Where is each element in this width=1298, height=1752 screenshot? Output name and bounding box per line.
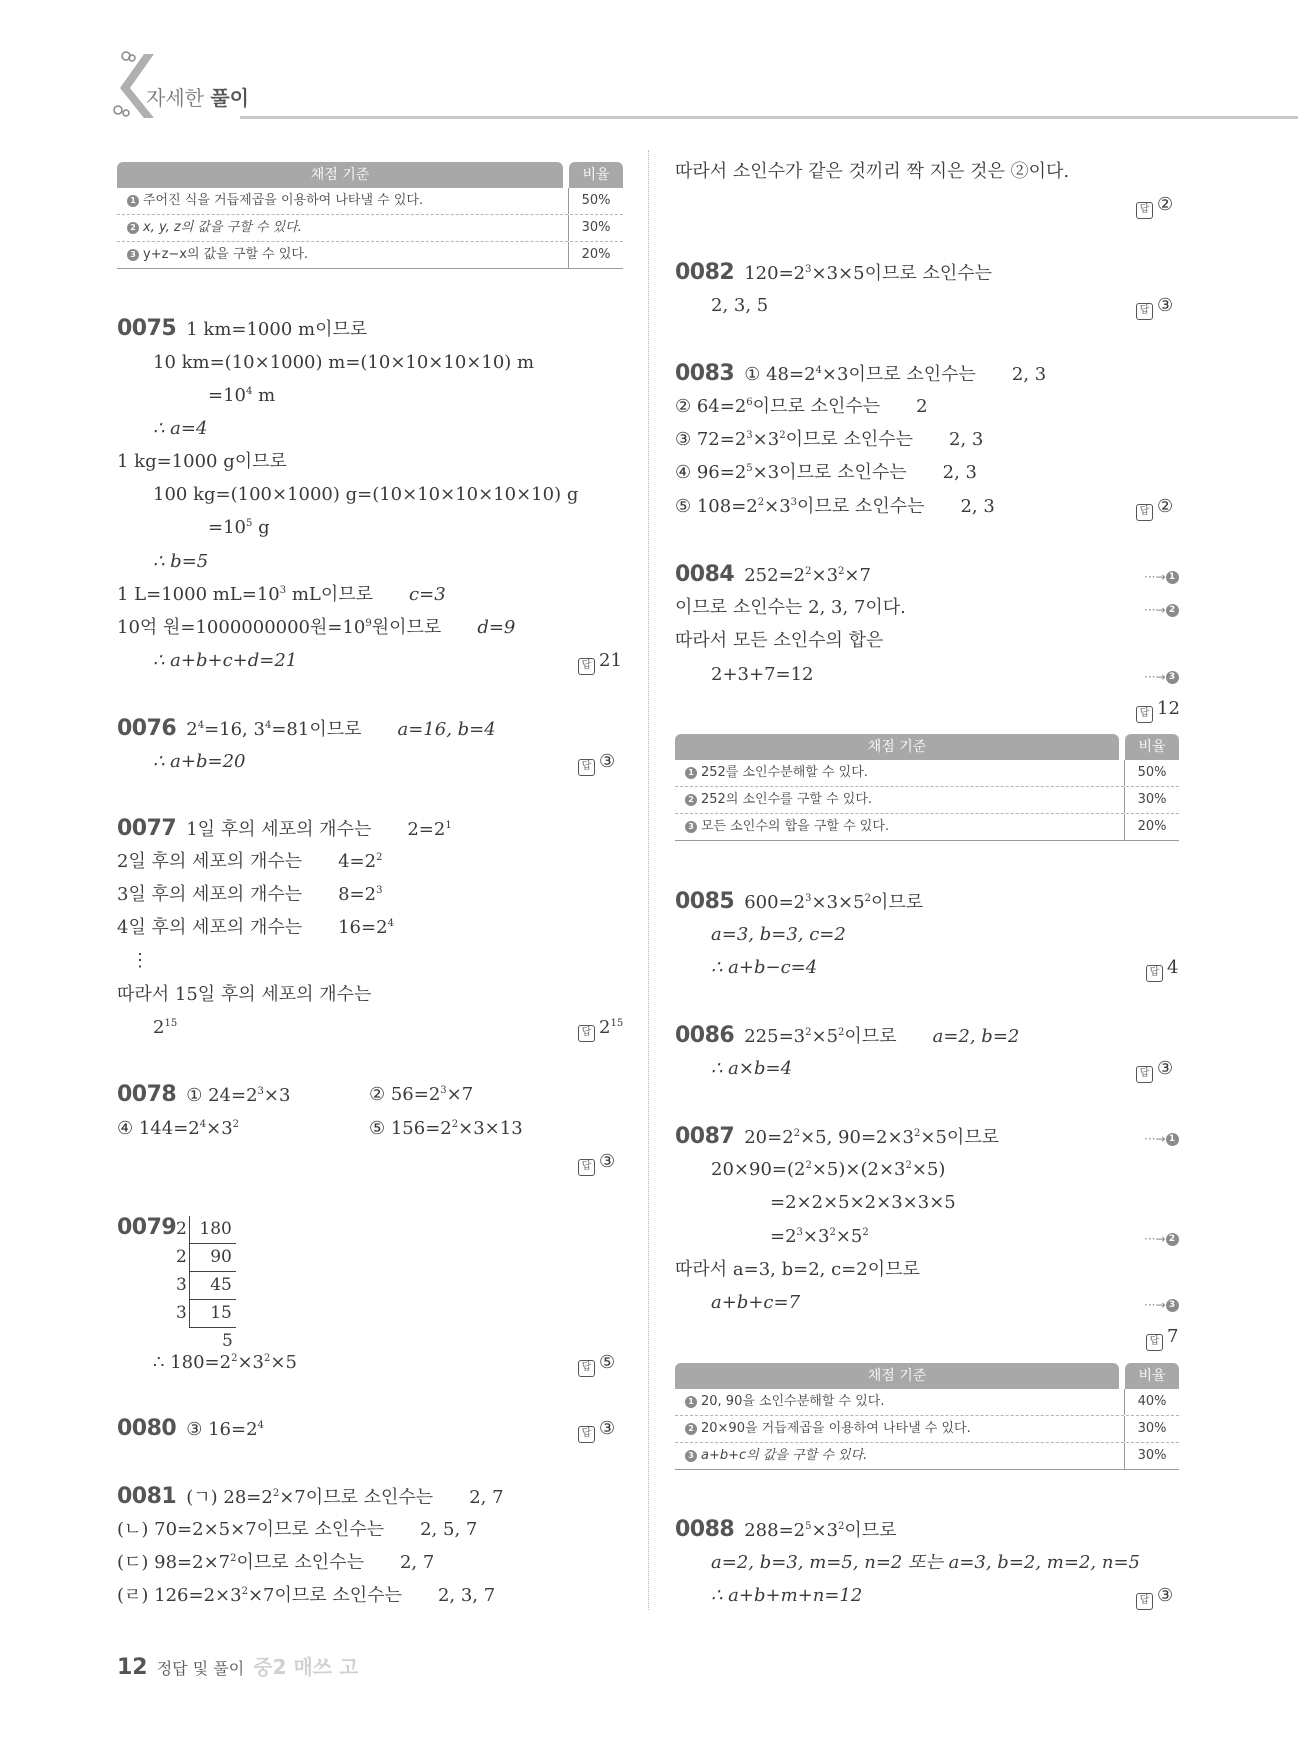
problem-0075-line-6: 100 kg=(100×1000) g=(10×10×10×10×10) g xyxy=(153,484,579,505)
table-header-criteria: 채점 기준 xyxy=(675,1363,1119,1389)
problem-0075-line-11: ∴ a+b+c+d=21 xyxy=(153,650,298,671)
criteria-text: a+b+c의 값을 구할 수 있다. xyxy=(701,1448,868,1463)
table-row xyxy=(117,215,623,242)
problem-0081-line-2: (ㄴ) 70=2×5×7이므로 소인수는 2, 5, 7 xyxy=(117,1519,478,1540)
header-title-light: 자세한 xyxy=(146,86,204,110)
ratio-value: 30% xyxy=(568,215,623,241)
step-marker-3: ···→ 3 xyxy=(1144,670,1179,684)
grading-table-0084 xyxy=(675,734,1179,841)
problem-0078-choice-4: ④ $144=2^4\times 3^2$ xyxy=(117,1118,240,1139)
step-3-icon: 3 xyxy=(127,249,139,261)
answer-mark-icon: 답 xyxy=(1136,202,1153,219)
problem-0077-dots: ⋮ xyxy=(131,950,149,971)
criteria-text: 모든 소인수의 합을 구할 수 있다. xyxy=(701,819,890,834)
table-header-ratio: 비율 xyxy=(1125,734,1179,760)
problem-0084-line-1: 0084 $252=2^2\times 3^2\times 7$ xyxy=(675,562,871,587)
answer-0076: 답 ③ xyxy=(578,751,615,776)
problem-number: 0080 xyxy=(117,1416,177,1441)
ratio-value: 30% xyxy=(1124,787,1179,813)
step-1-icon: 1 xyxy=(127,195,139,207)
criteria-text: 20×90을 거듭제곱을 이용하여 나타낼 수 있다. xyxy=(701,1421,971,1436)
problem-number: 0075 xyxy=(117,316,177,341)
answer-0075: 답 21 xyxy=(578,650,622,675)
problem-0081-conclusion: 따라서 소인수가 같은 것끼리 짝 지은 것은 ②이다. xyxy=(675,161,1070,182)
table-row xyxy=(675,1416,1179,1443)
problem-0087-line-2: $20\times 90=(2^2\times 5)\times(2\times 3^2\times 5)$ xyxy=(711,1159,946,1180)
answer-mark-icon: 답 xyxy=(1136,303,1153,320)
ratio-value: 50% xyxy=(1124,760,1179,786)
problem-0077-line-7: $2^{15}$ xyxy=(153,1017,178,1038)
problem-number: 0081 xyxy=(117,1484,177,1509)
table-row xyxy=(675,1389,1179,1416)
problem-0083-line-4: ④ $96=2^5\times 3$이므로 소인수는 2, 3 xyxy=(675,462,978,483)
problem-0078-choice-5: ⑤ $156=2^2\times 3\times 13$ xyxy=(369,1118,523,1139)
answer-0078: 답 ③ xyxy=(578,1151,615,1176)
problem-0075-line-9: 1 L=1000 $mL=10^3$ mL이므로 c=3 xyxy=(117,584,446,605)
table-row xyxy=(675,814,1179,841)
problem-0075-line-1: 0075 1 km=1000 m이므로 xyxy=(117,316,368,341)
answer-0077: 답 $2^{15}$ xyxy=(578,1017,623,1042)
problem-0079-result: ∴ $180=2^2\times 3^2\times 5$ xyxy=(153,1352,297,1373)
problem-0087-line-3: =2×2×5×2×3×3×5 xyxy=(770,1192,956,1213)
problem-number: 0088 xyxy=(675,1517,735,1542)
problem-0080-line-1: 0080 ③ $16=2^4$ xyxy=(117,1416,264,1441)
answer-mark-icon: 답 xyxy=(578,658,595,675)
problem-0085-line-1: 0085 $600=2^3\times 3\times 5^2$이므로 xyxy=(675,889,924,914)
problem-0087-line-1: 0087 $20=2^2\times 5$, $90=2\times 3^2\times 5$이므로 xyxy=(675,1124,1000,1149)
table-header-criteria: 채점 기준 xyxy=(675,734,1119,760)
problem-0084-line-3: 따라서 모든 소인수의 합은 xyxy=(675,630,884,651)
problem-0075-line-5: 1 kg=1000 g이므로 xyxy=(117,451,287,472)
answer-mark-icon: 답 xyxy=(578,1159,595,1176)
problem-0075-line-2: 10 km=(10×1000) m=(10×10×10×10) m xyxy=(153,352,535,373)
answer-0080: 답 ③ xyxy=(578,1418,615,1443)
problem-0076-line-2: ∴ a+b=20 xyxy=(153,751,246,772)
problem-0075-line-10: 10억 원=1000000000원$=10^9$원이므로 d=9 xyxy=(117,617,516,638)
answer-mark-icon: 답 xyxy=(1136,1066,1153,1083)
problem-0088-line-3: ∴ a+b+m+n=12 xyxy=(711,1585,863,1606)
step-marker-1: ···→ 1 xyxy=(1144,1132,1179,1146)
criteria-text: 252의 소인수를 구할 수 있다. xyxy=(701,792,873,807)
answer-mark-icon: 답 xyxy=(578,1426,595,1443)
step-1-icon: 1 xyxy=(685,1396,697,1408)
answer-0085: 답 4 xyxy=(1146,957,1178,982)
step-marker-2: ···→ 2 xyxy=(1144,1232,1179,1246)
answer-0079: 답 ⑤ xyxy=(578,1352,615,1377)
answer-mark-icon: 답 xyxy=(578,759,595,776)
ratio-value: 20% xyxy=(1124,814,1179,840)
step-marker-1: ···→ 1 xyxy=(1144,570,1179,584)
problem-0077-line-6: 따라서 15일 후의 세포의 개수는 xyxy=(117,984,372,1005)
header-title-bold: 풀이 xyxy=(210,86,249,110)
page-number: 12 xyxy=(117,1655,148,1680)
problem-number: 0082 xyxy=(675,260,735,285)
footer xyxy=(117,1651,358,1680)
problem-0085-line-3: ∴ a+b−c=4 xyxy=(711,957,818,978)
step-2-icon: 2 xyxy=(685,794,697,806)
answer-mark-icon: 답 xyxy=(1136,1593,1153,1610)
answer-mark-icon: 답 xyxy=(578,1360,595,1377)
answer-0082: 답 ③ xyxy=(1136,295,1173,320)
answer-mark-icon: 답 xyxy=(578,1025,595,1042)
criteria-text: 주어진 식을 거듭제곱을 이용하여 나타낼 수 있다. xyxy=(143,193,424,208)
grading-table-0074 xyxy=(117,162,623,269)
step-3-icon: 3 xyxy=(685,1450,697,1462)
header-title xyxy=(146,82,249,111)
problem-0081-line-3: (ㄷ) $98=2\times 7^2$이므로 소인수는 2, 7 xyxy=(117,1552,435,1573)
problem-number: 0079 xyxy=(117,1215,177,1240)
problem-number: 0084 xyxy=(675,562,735,587)
problem-0081-line-1: 0081 (ㄱ) $28=2^2\times 7$이므로 소인수는 2, 7 xyxy=(117,1484,504,1509)
criteria-text: 252를 소인수분해할 수 있다. xyxy=(701,765,868,780)
grading-table-0087 xyxy=(675,1363,1179,1470)
problem-number: 0086 xyxy=(675,1023,735,1048)
problem-0078-choice-2: ② $56=2^3\times 7$ xyxy=(369,1084,474,1105)
problem-0088-line-2: a=2, b=3, m=5, n=2 또는 a=3, b=2, m=2, n=5 xyxy=(711,1552,1140,1573)
problem-number: 0083 xyxy=(675,361,735,386)
table-header-criteria: 채점 기준 xyxy=(117,162,563,188)
problem-0078-line-1: 0078 ① $24=2^3\times 3$ xyxy=(117,1082,291,1107)
answer-0087: 답 7 xyxy=(1146,1326,1178,1351)
column-divider xyxy=(648,150,649,1610)
problem-0077-line-4: 4일 후의 세포의 개수는 $16=2^4$ xyxy=(117,917,394,938)
answer-0086: 답 ③ xyxy=(1136,1058,1173,1083)
answer-0083: 답 ② xyxy=(1136,496,1173,521)
table-row xyxy=(675,1443,1179,1470)
answer-mark-icon: 답 xyxy=(1136,504,1153,521)
problem-0077-line-1: 0077 1일 후의 세포의 개수는 $2=2^1$ xyxy=(117,816,452,841)
table-row xyxy=(117,242,623,269)
step-2-icon: 2 xyxy=(127,222,139,234)
table-header-ratio: 비율 xyxy=(1125,1363,1179,1389)
problem-0085-line-2: a=3, b=3, c=2 xyxy=(711,924,846,945)
step-3-icon: 3 xyxy=(685,821,697,833)
problem-0084-line-4: 2+3+7=12 xyxy=(711,664,814,685)
table-row xyxy=(675,760,1179,787)
problem-0083-line-5: ⑤ $108=2^2\times 3^3$이므로 소인수는 2, 3 xyxy=(675,496,995,517)
criteria-text: y+z−x의 값을 구할 수 있다. xyxy=(143,247,309,262)
problem-0075-line-3: $=10^4$ m xyxy=(208,385,276,406)
problem-0075-line-8: ∴ b=5 xyxy=(153,551,209,572)
step-marker-2: ···→ 2 xyxy=(1144,603,1179,617)
footer-label: 정답 및 풀이 xyxy=(156,1659,245,1678)
answer-mark-icon: 답 xyxy=(1146,965,1163,982)
answer-0088: 답 ③ xyxy=(1136,1585,1173,1610)
problem-0086-line-2: ∴ a×b=4 xyxy=(711,1058,793,1079)
problem-0087-line-4: $=2^3\times 3^2\times 5^2$ xyxy=(770,1226,869,1247)
step-marker-3: ···→ 3 xyxy=(1144,1298,1179,1312)
ratio-value: 40% xyxy=(1124,1389,1179,1415)
footer-watermark: 중2 매쓰 고 xyxy=(253,1655,359,1679)
problem-0081-line-4: (ㄹ) $126=2\times 3^2\times 7$이므로 소인수는 2, 3, 7 xyxy=(117,1585,496,1606)
problem-0086-line-1: 0086 $225=3^2\times 5^2$이므로 a=2, b=2 xyxy=(675,1023,1020,1048)
problem-number: 0078 xyxy=(117,1082,177,1107)
problem-number: 0087 xyxy=(675,1124,735,1149)
division-ladder: 2 180 2 90 3 45 3 15 5 xyxy=(176,1216,236,1355)
answer-mark-icon: 답 xyxy=(1146,1334,1163,1351)
problem-0083-line-3: ③ $72=2^3\times 3^2$이므로 소인수는 2, 3 xyxy=(675,429,984,450)
problem-0077-line-3: 3일 후의 세포의 개수는 $8=2^3$ xyxy=(117,884,383,905)
problem-number: 0076 xyxy=(117,716,177,741)
problem-0082-line-2: 2, 3, 5 xyxy=(711,295,769,316)
header-rule xyxy=(240,116,1298,119)
ratio-value: 30% xyxy=(1124,1443,1179,1469)
problem-0084-line-2: 이므로 소인수는 2, 3, 7이다. xyxy=(675,597,906,618)
ratio-value: 30% xyxy=(1124,1416,1179,1442)
ratio-value: 20% xyxy=(568,242,623,268)
problem-0082-line-1: 0082 $120=2^3\times 3\times 5$이므로 소인수는 xyxy=(675,260,993,285)
problem-0075-line-4: ∴ a=4 xyxy=(153,418,208,439)
problem-0083-line-2: ② $64=2^6$이므로 소인수는 2 xyxy=(675,396,928,417)
problem-0087-line-6: a+b+c=7 xyxy=(711,1292,801,1313)
problem-0076-line-1: 0076 $2^4=16$, $3^4=81$이므로 a=16, b=4 xyxy=(117,716,496,741)
problem-0087-line-5: 따라서 a=3, b=2, c=2이므로 xyxy=(675,1259,920,1280)
step-1-icon: 1 xyxy=(685,767,697,779)
table-row xyxy=(675,787,1179,814)
problem-number: 0077 xyxy=(117,816,177,841)
problem-0075-line-7: $=10^5$ g xyxy=(208,517,270,538)
problem-number: 0085 xyxy=(675,889,735,914)
table-header-ratio: 비율 xyxy=(569,162,623,188)
problem-0083-line-1: 0083 ① $48=2^4\times 3$이므로 소인수는 2, 3 xyxy=(675,361,1047,386)
problem-0088-line-1: 0088 $288=2^5\times 3^2$이므로 xyxy=(675,1517,897,1542)
step-2-icon: 2 xyxy=(685,1423,697,1435)
problem-0077-line-2: 2일 후의 세포의 개수는 $4=2^2$ xyxy=(117,851,383,872)
criteria-text: x, y, z의 값을 구할 수 있다. xyxy=(143,220,302,235)
answer-0084: 답 12 xyxy=(1136,698,1180,723)
table-row xyxy=(117,188,623,215)
answer-0081: 답 ② xyxy=(1136,194,1173,219)
criteria-text: 20, 90을 소인수분해할 수 있다. xyxy=(701,1394,885,1409)
ratio-value: 50% xyxy=(568,188,623,214)
answer-mark-icon: 답 xyxy=(1136,706,1153,723)
